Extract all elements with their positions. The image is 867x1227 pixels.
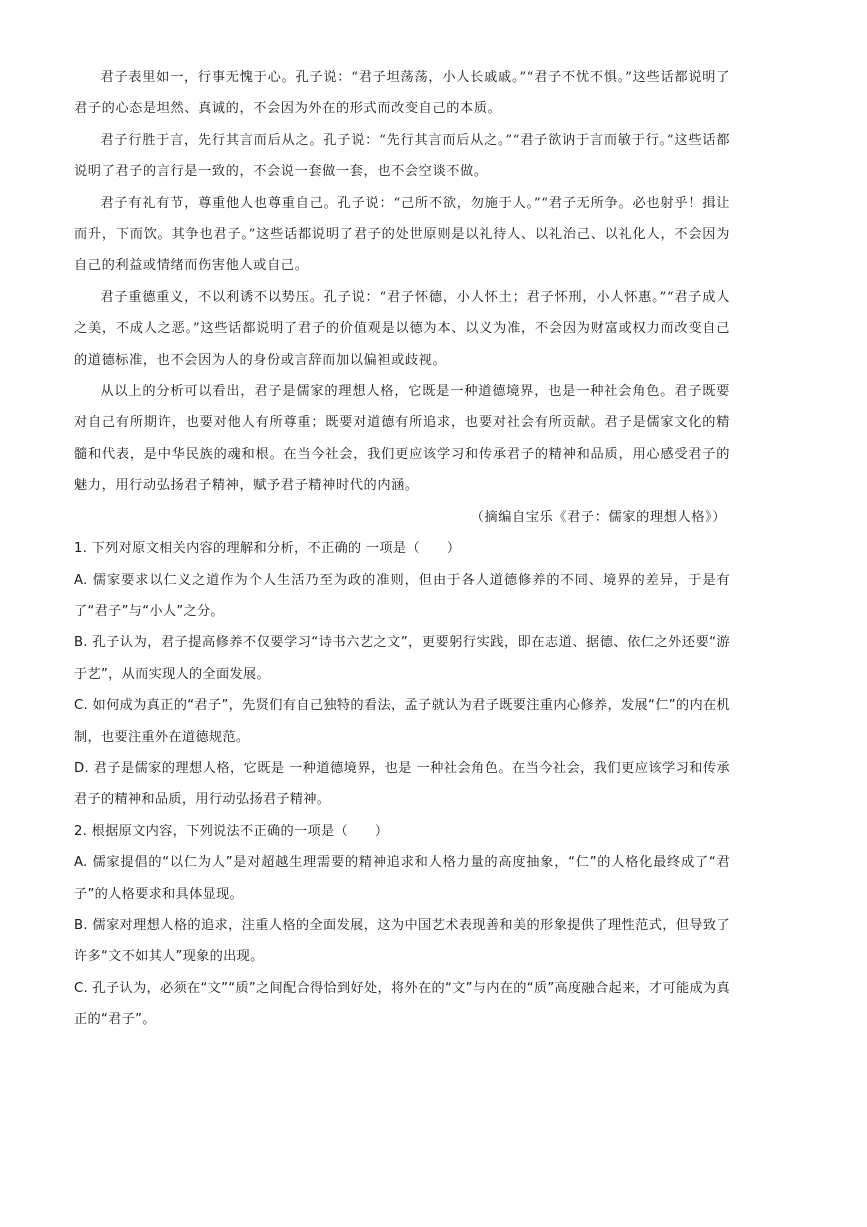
question-option: B. 儒家对理想人格的追求，注重人格的全面发展，这为中国艺术表现善和美的形象提供了理性范式，但导致了许多“文不如其人”现象的出现。	[74, 917, 730, 965]
question-stem: 1. 下列对原文相关内容的理解和分析，不正确的 一项是（ ）	[74, 541, 461, 557]
passage-paragraph: 君子有礼有节，尊重他人也尊重自己。孔子说：“己所不欲，勿施于人。”“君子无所争。必也射乎！揖让而升，下而饮。其争也君子。”这些话都说明了君子的处世原则是以礼待人、以礼治己、以礼化人，不会因为自己的利益或情绪而伤害他人或自己。	[74, 195, 730, 274]
passage-paragraph: 君子表里如一，行事无愧于心。孔子说：“君子坦荡荡，小人长戚戚。”“君子不忧不惧。”这些话都说明了君子的心态是坦然、真诚的，不会因为外在的形式而改变自己的本质。	[74, 70, 730, 117]
question-option: C. 孔子认为，必须在“文”“质”之间配合得恰到好处，将外在的“文”与内在的“质”高度融合起来，才可能成为真正的“君子”。	[74, 980, 730, 1028]
question-option: A. 儒家要求以仁义之道作为个人生活乃至为政的准则，但由于各人道德修养的不同、境界的差异，于是有了“君子”与“小人”之分。	[74, 572, 730, 619]
passage-paragraph: 君子行胜于言，先行其言而后从之。孔子说：“先行其言而后从之。”“君子欲讷于言而敏于行。”这些话都说明了君子的言行是一致的，不会说一套做一套，也不会空谈不做。	[74, 132, 730, 180]
question-stem: 2. 根据原文内容，下列说法不正确的一项是（ ）	[74, 823, 389, 839]
passage-source: （摘编自宝乐《君子：儒家的理想人格》）	[470, 509, 726, 525]
document-page	[74, 62, 730, 1036]
question-option: C. 如何成为真正的“君子”，先贤们有自己独特的看法，孟子就认为君子既要注重内心修养，发展“仁”的内在机制，也要注重外在道德规范。	[74, 698, 730, 745]
question-option: A. 儒家提倡的“以仁为人”是对超越生理需要的精神追求和人格力量的高度抽象，“仁”的人格化最终成了“君子”的人格要求和具体显现。	[74, 855, 730, 902]
passage-paragraph: 君子重德重义，不以利诱不以势压。孔子说：“君子怀德，小人怀土；君子怀刑，小人怀惠。”“君子成人之美，不成人之恶。”这些话都说明了君子的价值观是以德为本、以义为准，不会因为财富或权力而改变自己的道德标准，也不会因为人的身份或言辞而加以偏袒或歧视。	[74, 289, 730, 368]
passage-paragraph: 从以上的分析可以看出，君子是儒家的理想人格，它既是一种道德境界，也是一种社会角色。君子既要对自己有所期许，也要对他人有所尊重；既要对道德有所追求，也要对社会有所贡献。君子是儒家文化的精髓和代表，是中华民族的魂和根。在当今社会，我们更应该学习和传承君子的精神和品质，用心感受君子的魅力，用行动弘扬君子精神，赋予君子精神时代的内涵。	[74, 384, 730, 494]
question-option: D. 君子是儒家的理想人格，它既是 一种道德境界，也是 一种社会角色。在当今社会，我们更应该学习和传承君子的精神和品质，用行动弘扬君子精神。	[74, 760, 730, 808]
question-option: B. 孔子认为，君子提高修养不仅要学习“诗书六艺之文”，更要躬行实践，即在志道、据德、依仁之外还要“游于艺”，从而实现人的全面发展。	[74, 635, 730, 682]
